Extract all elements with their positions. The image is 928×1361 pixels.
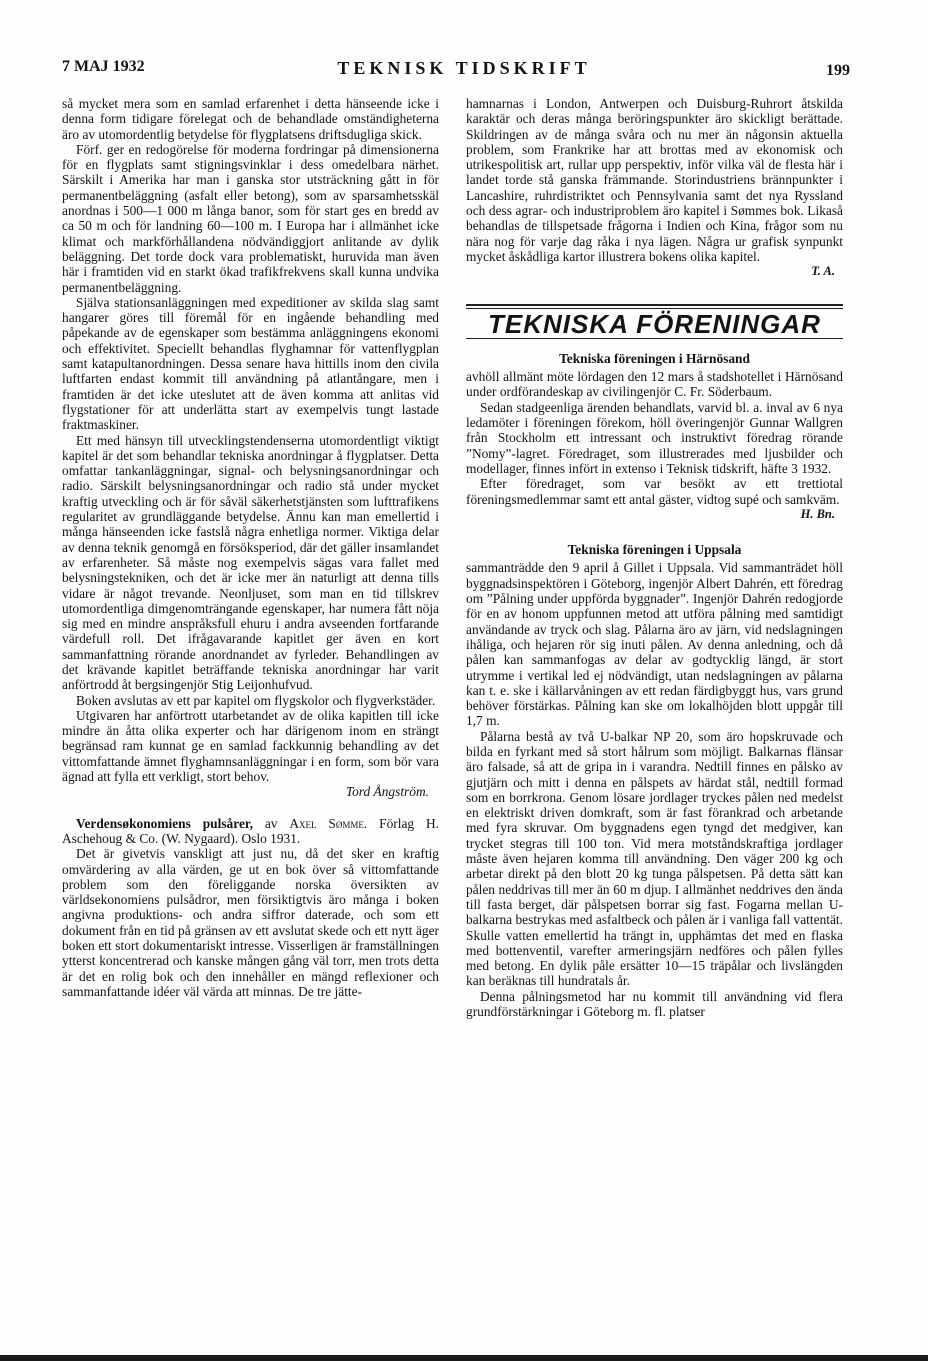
paragraph: Själva stationsanläggningen med expeditioner av skilda slag samt hangarer göres till föremål för en ingående behandling med påpekande av de egenskaper som bestämma anläggningens ekonomi och effektivitet. Speciellt behandlas flyghamnar för vattenflygplan samt katapultanordningen. Dessa senare hava hittills inom den civila luftfarten endast kommit till användning på atlantångare, men i framtiden är det icke uteslutet att de även komma att anlitas vid flygstationer för att underlätta start av exempelvis tungt lastade fraktmaskiner. <box>62 294 439 433</box>
book-review-heading <box>62 816 439 847</box>
right-column <box>466 96 843 1019</box>
paragraph: Boken avslutas av ett par kapitel om flygskolor och flygverkstäder. <box>76 692 436 708</box>
page-number: 199 <box>826 62 850 79</box>
paragraph: Denna pålningsmetod har nu kommit till användning vid flera grundförstärkningar i Göteborg m. fl. platser <box>466 988 843 1020</box>
journal-title: TEKNISK TIDSKRIFT <box>337 58 591 78</box>
paragraph: Förf. ger en redogörelse för moderna fordringar på dimensionerna för en flygplats samt stigningsvinklar i dess omedelbara närhet. Särskilt i Amerika har man i ganska stor utsträckning gått in för permanentbeläggning (asfalt eller betong), som av sparsamhetsskäl anordnas i 500—1 000 m långa banor, som för start ges en bredd av ca 50 m och för landning 60—100 m. I Europa har i allmänhet icke klimat och markförhållandena nödvändiggjort anlitande av dylik beläggning. Det torde dock vara problematiskt, huruvida man även här i framtiden vid en starkt ökad trafikfrekvens skall kunna undvika permanentbeläggning. <box>62 141 439 295</box>
page-header <box>0 58 928 84</box>
review-signature: Tord Ångström. <box>345 784 429 800</box>
paragraph: Efter föredraget, som var besökt av ett trettiotal föreningsmedlemmar samt ett antal gäster, vidtog supé och samkväm. <box>466 476 843 507</box>
paragraph: så mycket mera som en samlad erfarenhet i detta hänseende icke i denna form tidigare förelegat och de behandlade omständigheterna äro av utomordentlig betydelse för flygplatsens driftsdugliga skick. <box>62 96 439 142</box>
paragraph: Sedan stadgeenliga ärenden behandlats, varvid bl. a. inval av 6 nya ledamöter i föreningen förekom, höll överingenjör Gunnar Wallgren från Stockholm ett intressant och instruktivt föredrag rörande ”Nomy”-lagret. Föredraget, som illustrerades med ljusbilder och modellager, finnes infört in extenso i Teknisk tidskrift, häfte 3 1932. <box>466 399 843 476</box>
report-signature: H. Bn. <box>800 506 835 521</box>
left-column <box>62 96 439 999</box>
spacer <box>466 522 843 538</box>
review-by: av <box>264 815 278 831</box>
paragraph: Utgivaren har anförtrott utarbetandet av de olika kapitlen till icke mindre än åtta olika experter och har därigenom inom en strängt begränsad ram kunnat ge en samlad fackkunnig behandling av det vittomfattande ämnet flyghamnsanläggningar i en form, som bör vara ägnad att fylla ett verkligt, stort behov. <box>62 707 439 785</box>
paragraph: Ett med hänsyn till utvecklingstendenserna utomordentligt viktigt kapitel är det som behandlar tekniska anordningar å flygplatser. Detta omfattar tankanläggningar, signal- och belysningsanordningar och radio. Särskilt belysningsanordningar och radio stå under mycket kraftig utveckling och är för såväl säkerhetstjänsten som lufttrafikens regularitet av grundläggande betydelse. Ännu kan man emellertid i många hänseenden icke fastslå några enhetliga normer. Viktiga delar av denna teknik genomgå en försöksperiod, där det gäller insamlandet av erfarenheter. Så måste nog exempelvis sägas vara fallet med belysningstekniken, och det är icke mer än naturligt att denna tills vidare är något trevande. Neonljuset, som man en tid tillskrev utomordentliga dimgenomträngande egenskaper, har numera fått nöja sig med en mindre anspråksfull ehuru i andra avseenden fortfarande värdefull roll. Det ifrågavarande kapitlet ger även en kort sammanfattning rörande anordnandet av fyrleder. Behandlingen av det krävande kapitlet beträffande tekniska anordningar har varit anförtrodd åt bergsingenjör Stig Leijonhufvud. <box>62 432 439 693</box>
book-author: Axel Sømme. <box>289 815 368 831</box>
paragraph: Det är givetvis vanskligt att just nu, då det sker en kraftig omvärdering av alla värden, ge ut en bok över så vittomfattande problem som den föreliggande norska översikten av världsekonomiens pulsådror, men försiktigtvis äro många i boken angivna produktions- och andra siffror daterade, och som ett dokument från en tid på gränsen av ett avslutat skede och ett nytt äger boken ett stort dokumentariskt intresse. Visserligen är framställningen ytterst koncentrerad och kanske mången gång väl torr, men trots detta är det en rolig bok och den innehåller en mängd reflexioner och sammanfattande idéer väl värda att minnas. De tre jätte- <box>62 846 439 999</box>
spacer <box>62 800 439 816</box>
section-rule <box>466 304 843 309</box>
issue-date: 7 MAJ 1932 <box>62 58 145 75</box>
book-title: Verdensøkonomiens pulsårer, <box>76 815 253 831</box>
paragraph: sammanträdde den 9 april å Gillet i Uppsala. Vid sammanträdet höll byggnadsinspektören i Göteborg, ingenjör Albert Dahrén, ett föredrag om ”Pålning under uppförda byggnader”. Ingenjör Dahrén redogjorde för en av honom uppfunnen metod att utföra pålning med samtidigt användande av tryck och slag. Pålarna äro av järn, vid nedslagningen ihåliga, och hejaren rör sig inuti pålen. Av denna anledning, och då pålen kan sammanfogas av delar av godtycklig längd, är stort utrymme i vertikal led ej nödvändigt, utan nedslagningen av pålarna kan t. e. ske i källarvåningen av ett redan färdigbyggt hus, vars grund behöver förstärkas. Pålning kan ske om lokalhöjden blott uppgår till 1,7 m. <box>466 560 843 729</box>
paragraph: hamnarnas i London, Antwerpen och Duisburg-Ruhrort åtskilda karaktär och deras många beröringspunkter äro skickligt berättade. Skildringen av de många svåra och nu mer än någonsin aktuella problem, som Frankrike har att brottas med av ekonomisk och utrikespolitisk art, rullar upp perspektiv, inför vilka väl de flesta här i landet torde stå ganska främmande. Storindustriens brännpunkter i Lancashire, ruhrdistriktet och Pennsylvania samt det nya Ryssland och dess agrar- och industriproblem äro kapitel i Sømmes bok. Likaså behandlas de tillspetsade frågorna i Indien och Kina, frågor som nu nära nog för varje dag råka i nya lägen. Några ur grafisk synpunkt mycket åskådliga kartor illustrera bokens olika kapitel. <box>466 96 843 264</box>
review-signature: T. A. <box>811 264 835 279</box>
book-publisher: Förlag H. Aschehoug & Co. (W. Nygaard). Oslo 1931. <box>62 815 439 846</box>
paragraph: Pålarna bestå av två U-balkar NP 20, som äro hopskruvade och bilda en fyrkant med så stort hålrum som möjligt. Balkarnas flänsar äro falsade, så att de gripa in i varandra. Nedtill finnes en pålsko av gjutjärn och mitt i denna en pålspets av härdat stål, nedtill formad som en borrkrona. Genom lösare jordlager tryckes pålen ned medelst en elektriskt driven domkraft, som är fast förankrad och arbetande med fyra skruvar. Om byggnadens egen tyngd det medgiver, kan trycket stegras till 100 ton. Vid mera motståndskraftiga jordlager måste även hejaren komma till användning. Den väger 200 kg och arbetar direkt på den blott 20 kg tunga pålspetsen. På detta sätt kan pålen neddrivas till mer än 60 m djup. I allmänhet neddrives den ända till fasta berget, där pålspetsen borrar sig fast. Fogarna mellan U-balkarna bestrykas med asfaltbeck och pålen är i vanliga fall vattentät. Skulle vatten emellertid ha trängt in, upphämtas det med en flaska med bottenventil, varefter armeringsjärn nedföres och pålen fylles med betong. En dylik påle ersätter 10—15 träpålar och livslängden kan beräknas till hundratals år. <box>466 728 843 989</box>
paragraph: avhöll allmänt möte lördagen den 12 mars å stadshotellet i Härnösand under ordförandeskap av civilingenjör C. Fr. Söderbaum. <box>466 369 843 400</box>
scan-edge <box>0 1355 928 1361</box>
society-heading: Tekniska föreningen i Härnösand <box>559 350 750 366</box>
section-title: TEKNISKA FÖRENINGAR <box>488 308 821 339</box>
society-heading: Tekniska föreningen i Uppsala <box>567 542 742 558</box>
